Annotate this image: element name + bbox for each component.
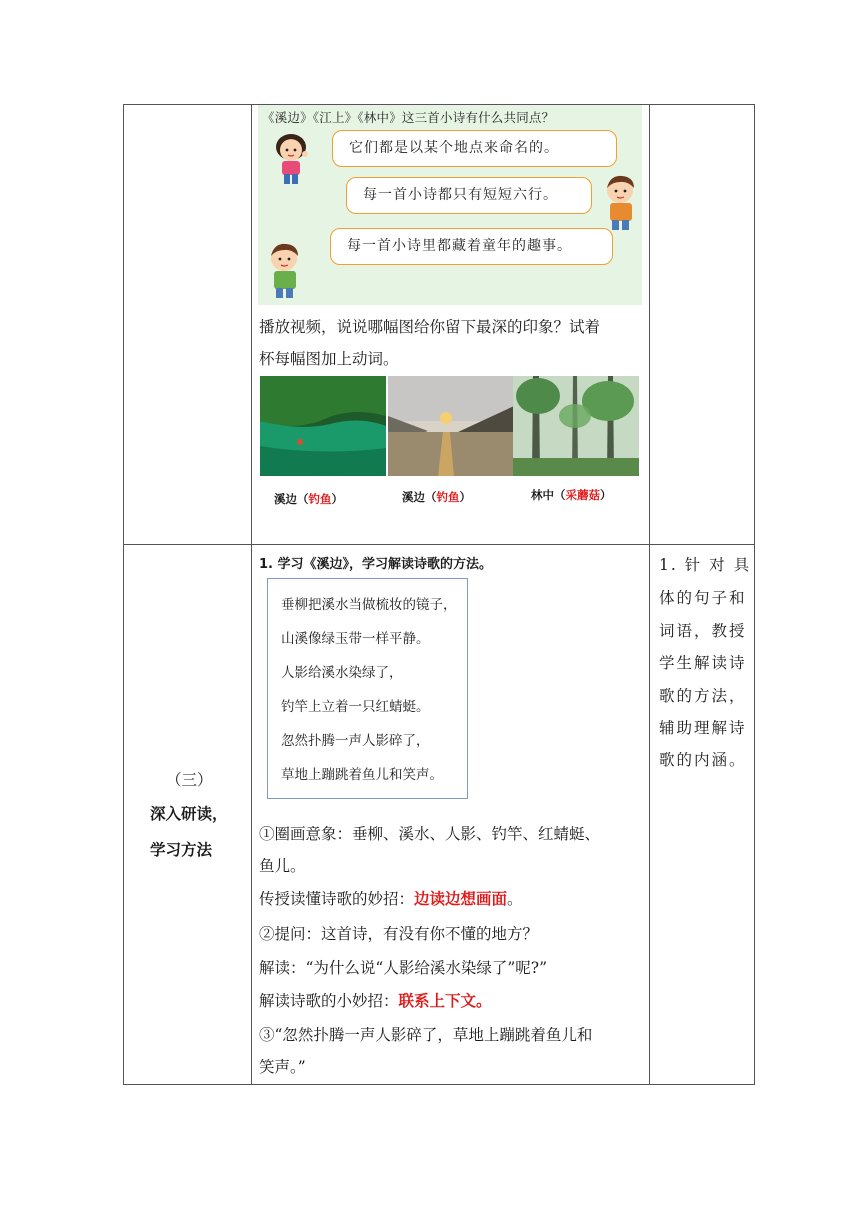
speech-bubble-3: 每一首小诗里都藏着童年的趣事。 <box>330 228 613 265</box>
stream-swimming-photo <box>260 376 386 476</box>
river-sunset-photo <box>388 376 514 476</box>
section-title-line1: 深入研读， <box>150 805 228 823</box>
photo-caption-3: 林中（采蘑菇） <box>531 488 612 502</box>
poem-line: 忽然扑腾一声人影碎了， <box>281 733 430 749</box>
tip1-highlight: 边读边想画面 <box>414 890 508 908</box>
column-divider-2 <box>649 105 650 1084</box>
boy-illustration <box>598 172 644 232</box>
boy-illustration-2 <box>262 240 308 300</box>
section-title-line2: 学习方法 <box>150 841 213 859</box>
poem-line: 人影给溪水染绿了， <box>281 665 403 681</box>
speech-bubble-2: 每一首小诗都只有短短六行。 <box>346 177 592 214</box>
note-line: 歌的内涵。 <box>659 751 747 769</box>
section-number: （三） <box>166 771 213 789</box>
item2-answer: 解读：“为什么说“人影给溪水染绿了”呢?” <box>259 959 548 977</box>
item2: ②提问：这首诗，有没有你不懂的地方？ <box>259 925 539 943</box>
poem-line: 山溪像绿玉带一样平静。 <box>281 631 430 647</box>
panel-question: 《溪边》《江上》《林中》这三首小诗有什么共同点？ <box>262 110 555 125</box>
video-prompt-line2: 杯每幅图加上动词。 <box>259 350 399 368</box>
photo-caption-1: 溪边（钓鱼） <box>274 492 343 506</box>
step1-heading: 1. 学习《溪边》，学习解读诗歌的方法。 <box>259 557 493 572</box>
item3-line1: ③“忽然扑腾一声人影碎了，草地上蹦跳着鱼儿和 <box>259 1026 593 1044</box>
item1-line2: 鱼儿。 <box>259 857 306 875</box>
note-line: 歌的方法， <box>659 687 747 705</box>
note-line: 体的句子和 <box>659 589 747 607</box>
tip1: 传授读懂诗歌的妙招：边读边想画面。 <box>259 890 523 908</box>
video-prompt-line1: 播放视频，说说哪幅图给你留下最深的印象？试着 <box>259 318 601 336</box>
girl-illustration <box>271 130 317 186</box>
speech-bubble-1: 它们都是以某个地点来命名的。 <box>332 130 617 167</box>
note-line: 1. 针 对 具 <box>659 556 752 574</box>
forest-photo <box>513 376 639 476</box>
tip2: 解读诗歌的小妙招：联系上下文。 <box>259 992 492 1010</box>
item1-line1: ①圈画意象：垂柳、溪水、人影、钓竿、红蜻蜓、 <box>259 825 601 843</box>
tip2-highlight: 联系上下文。 <box>398 992 492 1010</box>
item3-line2: 笑声。” <box>259 1058 306 1076</box>
column-divider-1 <box>251 105 252 1084</box>
poem-line: 钓竿上立着一只红蜻蜓。 <box>281 699 430 715</box>
note-line: 辅助理解诗 <box>659 719 747 737</box>
note-line: 学生解读诗 <box>659 654 747 672</box>
row-divider <box>124 544 754 545</box>
note-line: 词语，教授 <box>659 622 747 640</box>
poem-line: 草地上蹦跳着鱼儿和笑声。 <box>281 767 443 783</box>
poem-line: 垂柳把溪水当做梳妆的镜子， <box>281 597 457 613</box>
photo-caption-2: 溪边（钓鱼） <box>402 490 471 504</box>
